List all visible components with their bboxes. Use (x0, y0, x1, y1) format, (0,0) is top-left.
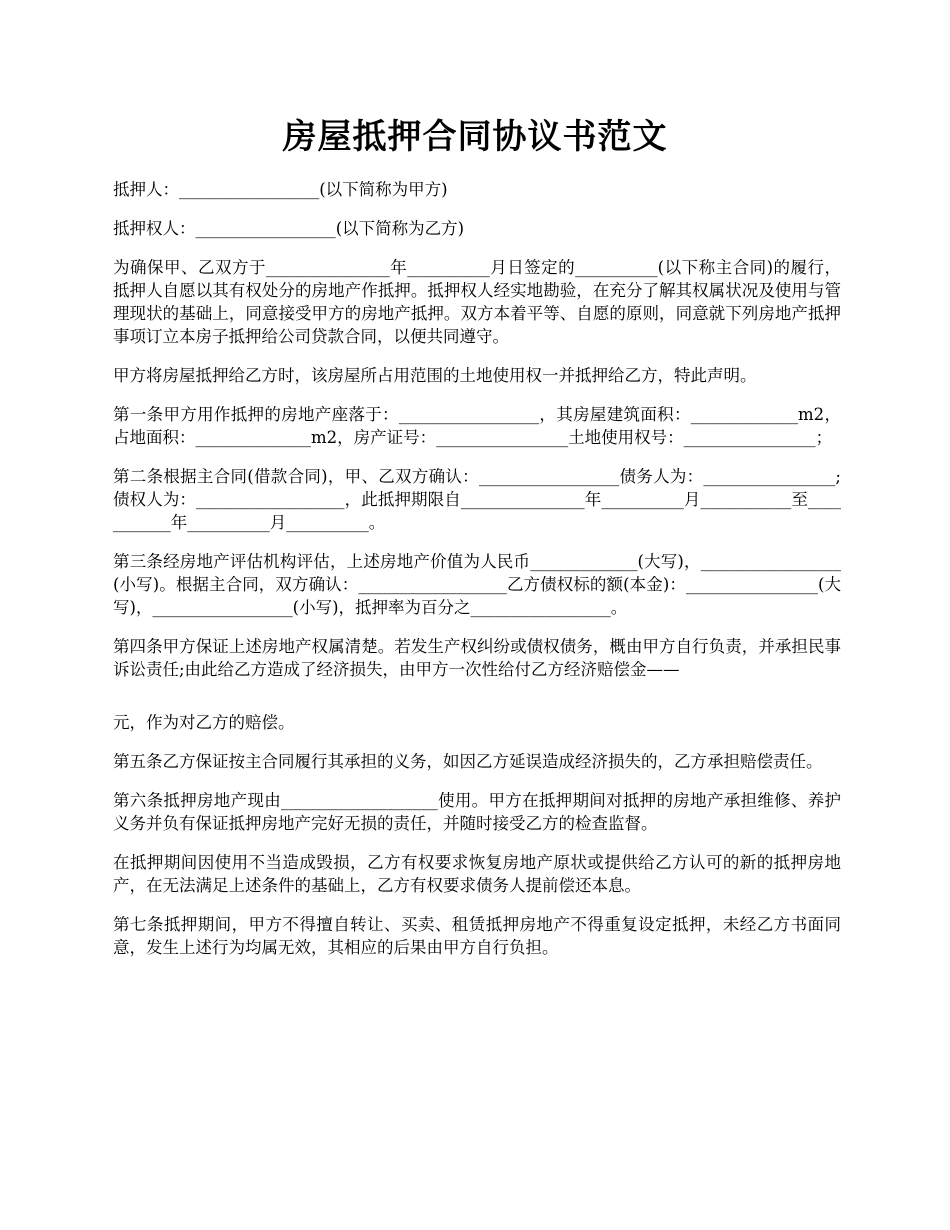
paragraph-article-5: 第五条乙方保证按主合同履行其承担的义务，如因乙方延误造成经济损失的，乙方承担赔偿责任。 (113, 752, 823, 771)
paragraph-article-7: 第七条抵押期间，甲方不得擅自转让、买卖、租赁抵押房地产不得重复设定抵押，未经乙方书面同意，发生上述行为均属无效，其相应的后果由甲方自行负担。 (113, 915, 841, 957)
paragraph-article-3: 第三条经房地产评估机构评估，上述房地产价值为人民币_____________(大写)，_________________(小写)。根据主合同，双方确认：__________________乙方债权标的额(本金)：________________(大写)，_________________(小写)，抵押率为百分之_________________。 (113, 552, 841, 617)
paragraph-article-4: 第四条甲方保证上述房地产权属清楚。若发生产权纠纷或债权债务，概由甲方自行负责，并承担民事诉讼责任;由此给乙方造成了经济损失，由甲方一次性给付乙方经济赔偿金—— (113, 637, 841, 679)
paragraph-article-4-continued: 元，作为对乙方的赔偿。 (113, 713, 295, 732)
paragraph-preamble: 为确保甲、乙双方于_______________年__________月日签定的__________(以下称主合同)的履行，抵押人自愿以其有权处分的房地产作抵押。抵押权人经实地勘验，在充分了解其权属状况及使用与管理现状的基础上，同意接受甲方的房地产抵押。双方本着平等、自愿的原则，同意就下列房地产抵押事项订立本房子抵押给公司贷款合同，以便共同遵守。 (113, 258, 841, 346)
paragraph-land-use-statement: 甲方将房屋抵押给乙方时，该房屋所占用范围的土地使用权一并抵押给乙方，特此声明。 (113, 366, 757, 385)
document-body (113, 178, 841, 975)
paragraph-mortgagor: 抵押人：_________________(以下简称为甲方) (113, 180, 448, 199)
document-title: 房屋抵押合同协议书范文 (282, 117, 668, 157)
paragraph-damage-clause: 在抵押期间因使用不当造成毁损，乙方有权要求恢复房地产原状或提供给乙方认可的新的抵押房地产，在无法满足上述条件的基础上，乙方有权要求债务人提前偿还本息。 (113, 853, 841, 895)
paragraph-article-1: 第一条甲方用作抵押的房地产座落于：_________________，其房屋建筑面积：_____________m2，占地面积：______________m2，房产证号：________________土地使用权号：________________； (113, 405, 841, 447)
paragraph-article-6: 第六条抵押房地产现由___________________使用。甲方在抵押期间对抵押的房地产承担维修、养护义务并负有保证抵押房地产完好无损的责任，并随时接受乙方的检查监督。 (113, 791, 841, 833)
paragraph-article-2: 第二条根据主合同(借款合同)，甲、乙双方确认：_________________债务人为：________________;债权人为：__________________，此抵押期限自_______________年__________月___________至___________年__________月__________。 (113, 467, 841, 532)
paragraph-mortgagee: 抵押权人：_________________(以下简称为乙方) (113, 219, 465, 238)
